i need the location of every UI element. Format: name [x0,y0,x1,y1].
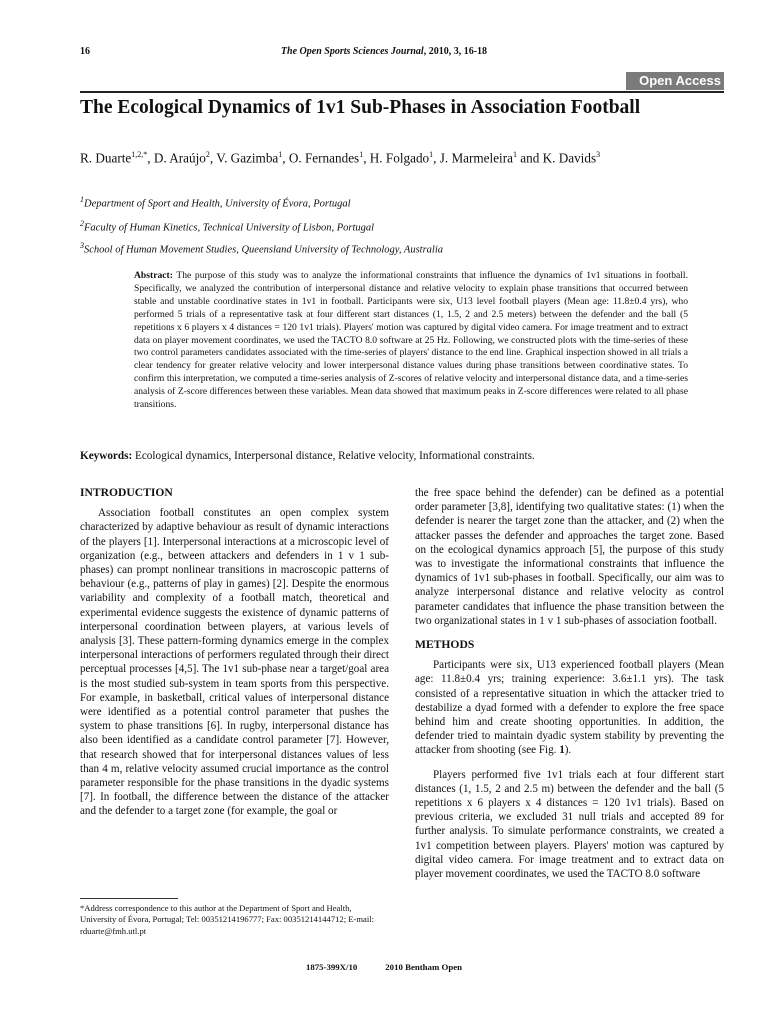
right-column [415,486,724,881]
author: V. Gazimba [216,150,279,166]
introduction-paragraph: Association football constitutes an open complex system characterized by adaptive behaviour as result of dynamic interactions of the players [1]. Interpersonal interactions at a microscopic level of organization (e.g., between attackers and defenders in 1 v 1 sub-phases) can prompt nonlinear transitions in macroscopic patterns of behaviour (e.g., patterns of play in games) [2]. Despite the enormous variability and complexity of a football match, theoretical and experimental evidence suggests the existence of dynamic patterns of interpersonal coordination between players, at various levels of analysis [3]. These pattern-forming dynamics emerge in the complex interpersonal interactions of performers regulated through their direct perceptual processes [4,5]. The 1v1 sub-phase near a target/goal area is the most studied sub-system in team sports from this perspective. For example, in basketball, critical values of interpersonal distance were identified as a potential control parameter that pushes the system to phase transitions [6]. In rugby, interpersonal distance has also been identified as a candidate control parameter [7]. However, that research showed that for interpersonal distances values of less than 4 m, relative velocity assumed crucial importance as the control parameter responsible for the phase transitions in the dyadic systems [7]. In football, the difference between the distance of the attacker and the defender to a target zone (for example, the goal or [80,507,389,818]
figure-reference: 1 [559,744,565,757]
author: O. Fernandes [288,150,360,166]
affiliation-3 [80,241,443,256]
publisher: 2010 Bentham Open [385,962,463,972]
author: R. Duarte [80,150,132,166]
keywords [80,450,535,462]
methods-paragraph-1 [415,658,724,757]
journal-citation: , 2010, 3, 16-18 [423,46,488,57]
affiliation-sup: 2 [80,219,84,228]
affiliation-text: School of Human Movement Studies, Queensland University of Technology, Australia [84,244,443,256]
introduction-continued: the free space behind the defender) can be defined as a potential order parameter [3,8], identifying two qualitative states: (1) when the defender is nearer the target zone than the attacker, and (2) when the attacker passes the defender and approaches the target zone. Based on the ecological dynamics approach [5], the purpose of this study was to investigate the informational constraints that influence the dynamics of 1v1 sub-phases in football. Specifically, our aim was to analyze interpersonal distance and relative velocity as control parameter candidates that influence the phase transition between the two organizational states in 1 v 1 sub-phases of association football. [415,487,724,627]
affiliation-2 [80,219,374,234]
methods-p1-end: ). [564,744,572,757]
methods-p1-text: Participants were six, U13 experienced football players (Mean age: 11.8±0.4 yrs; training experience: 3.6±1.1 yrs). The task consisted of a representative situation in which the attacker tried to destabilize a dyad formed with a defender to explore the free space behind him and create shooting opportunities. In addition, the defender tried to maintain dyadic system stability by preventing the attacker from shooting (see Fig. [415,659,724,757]
left-column [80,486,389,819]
footnote-rule [80,898,178,899]
issn: 1875-399X/10 [305,962,358,972]
author: H. Folgado [369,150,430,166]
author-sup: 1 [429,150,434,159]
author-sup: 1 [278,150,283,159]
open-access-badge: Open Access [626,72,724,90]
abstract-label: Abstract: [134,270,173,281]
introduction-heading: INTRODUCTION [80,486,173,499]
abstract [134,270,688,412]
header-rule [80,91,724,93]
author-and: and [520,150,540,166]
keywords-text: Ecological dynamics, Interpersonal distance, Relative velocity, Informational constraints. [135,450,535,462]
author-sup: 1,2,* [131,150,148,159]
author-sup: 2 [205,150,210,159]
correspondence-footnote: *Address correspondence to this author at the Department of Sport and Health, University of Évora, Portugal; Tel: 00351214196777; Fax: 00351214144712; E-mail: rduarte@fmh.utl.pt [80,903,375,936]
affiliation-1 [80,195,351,210]
author-list: R. Duarte$^{1,2,*}$, D. Araújo$^2$, V. Gazimba$^1$, O. Fernandes$^1$, H. Folgado$^1$, J. Marmeleira$^1$ and K. Davids$^3$ [80,150,601,166]
affiliation-sup: 3 [80,241,84,250]
author-sup: 1 [359,150,364,159]
journal-name: The Open Sports Sciences Journal [280,46,424,57]
keywords-label: Keywords: [80,450,133,462]
author: J. Marmeleira [439,150,513,166]
paper-title: The Ecological Dynamics of 1v1 Sub-Phases in Association Football [80,97,641,118]
affiliation-text: Department of Sport and Health, University of Évora, Portugal [84,198,351,210]
abstract-text: The purpose of this study was to analyze the informational constraints that influence the dynamics of 1v1 situations in football. Specifically, we analyzed the contribution of interpersonal distance and relative velocity to explain phase transitions that occurred between stable and unstable coordinative states in 1v1 in football. Participants were six, U13 level football players (Mean age: 11.8±0.4 yrs), who performed 5 trials of a representative task at four different start distances (1, 1.5, 2 and 2.5 meters) between the defender and the ball (5 repetitions x 6 players x 4 distances = 120 1v1 trials). Players' motion was captured by digital video camera. For image treatment and to extract data on player movement coordinates, we used the TACTO 8.0 software at 25 Hz. Following, we constructed plots with the time-series of these two control parameters candidates associated with the time-series of players' distance to the end line. Graphical inspection showed in all trials a clear tendency for greater relative velocity and lower interpersonal distance values during phase transitions between coordinative states. To confirm this interpretation, we computed a time-series analysis of Z-scores of relative velocity and interpersonal distance data, and a time-series analysis of Z-score differences between these variables. Mean data showed that maximum peaks in Z-score differences were related to all phase transitions. [134,270,688,411]
affiliation-sup: 1 [80,195,84,204]
page-footer [0,962,768,972]
methods-heading: METHODS [415,638,475,652]
affiliation-text: Faculty of Human Kinetics, Technical University of Lisbon, Portugal [84,222,375,234]
author-sup: 3 [596,150,601,159]
page-number: 16 [80,46,90,57]
journal-header [0,46,768,57]
methods-paragraph-2: Players performed five 1v1 trials each at four different start distances (1, 1.5, 2 and 2.5 m) between the defender and the ball (5 repetitions x 6 players x 4 distances = 120 1v1 trials). Based on previous criteria, we excluded 31 null trials and accepted 89 for further analysis. To simulate performance constraints, we created a 1v1 competition between players. Players' motion was captured by digital video camera. For image treatment and to extract data on player movement coordinates, we used the TACTO 8.0 software [415,768,724,881]
author-sup: 1 [512,150,517,159]
author: K. Davids [542,150,597,166]
author: D. Araújo [153,150,206,166]
